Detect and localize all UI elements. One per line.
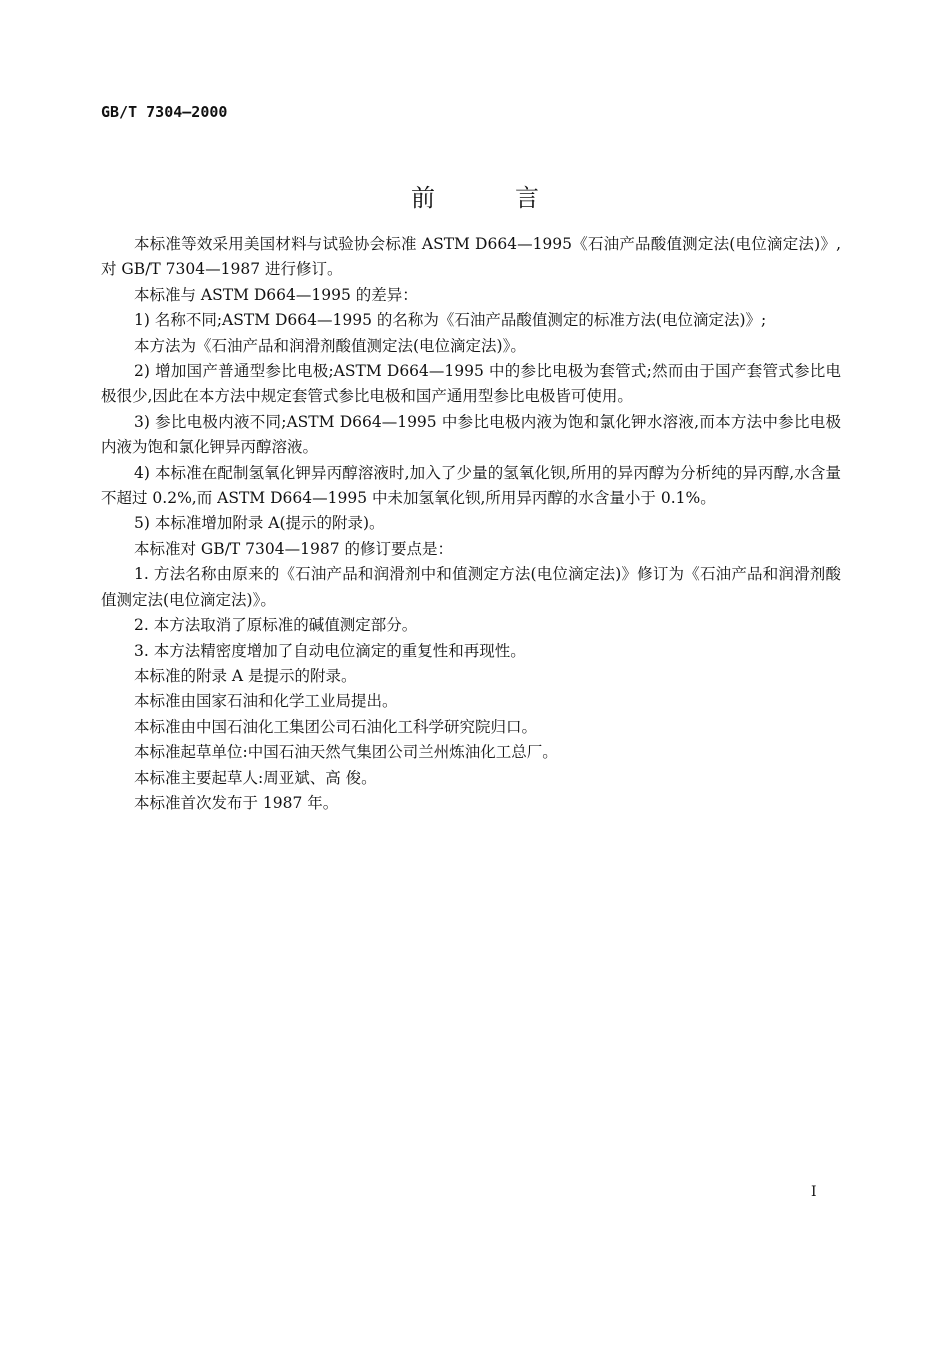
paragraph: 本标准对 GB/T 7304—1987 的修订要点是：: [134, 539, 454, 558]
paragraph: 本标准等效采用美国材料与试验协会标准 ASTM D664—1995《石油产品酸值测定法(电位滴定法)》,对 GB/T 7304—1987 进行修订。: [101, 235, 841, 279]
paragraph: 1. 方法名称由原来的《石油产品和润滑剂中和值测定方法(电位滴定法)》修订为《石油产品和润滑剂酸值测定法(电位滴定法)》。: [101, 565, 841, 609]
standard-code: GB/T 7304—2000: [101, 103, 228, 121]
paragraph: 本标准起草单位:中国石油天然气集团公司兰州炼油化工总厂。: [134, 743, 558, 762]
paragraph: 1) 名称不同;ASTM D664—1995 的名称为《石油产品酸值测定的标准方法(电位滴定法)》;: [134, 311, 767, 330]
paragraph: 2) 增加国产普通型参比电极;ASTM D664—1995 中的参比电极为套管式;然而由于国产套管式参比电极很少,因此在本方法中规定套管式参比电极和国产通用型参比电极皆可使用。: [101, 362, 841, 406]
paragraph: 本标准的附录 A 是提示的附录。: [134, 666, 357, 685]
paragraph: 2. 本方法取消了原标准的碱值测定部分。: [134, 616, 418, 635]
paragraph: 4) 本标准在配制氢氧化钾异丙醇溶液时,加入了少量的氢氧化钡,所用的异丙醇为分析纯的异丙醇,水含量不超过 0.2%,而 ASTM D664—1995 中未加氢氧化钡,所用异丙醇的水含量小于 0.1%。: [101, 463, 841, 508]
paragraph: 本标准与 ASTM D664—1995 的差异：: [134, 285, 418, 304]
paragraph: 本标准由国家石油和化学工业局提出。: [134, 692, 398, 711]
paragraph: 3) 参比电极内液不同;ASTM D664—1995 中参比电极内液为饱和氯化钾水溶液,而本方法中参比电极内液为饱和氯化钾异丙醇溶液。: [101, 412, 841, 457]
foreword-body: [101, 232, 841, 816]
paragraph: 3. 本方法精密度增加了自动电位滴定的重复性和再现性。: [134, 641, 526, 660]
page-title: 前言: [411, 184, 619, 212]
paragraph: 本标准首次发布于 1987 年。: [134, 793, 339, 812]
paragraph: 5) 本标准增加附录 A(提示的附录)。: [134, 514, 385, 533]
paragraph: 本标准由中国石油化工集团公司石油化工科学研究院归口。: [134, 717, 538, 736]
paragraph: 本标准主要起草人:周亚斌、高 俊。: [134, 768, 377, 787]
paragraph: 本方法为《石油产品和润滑剂酸值测定法(电位滴定法)》。: [134, 336, 526, 355]
page-number: I: [811, 1184, 817, 1200]
